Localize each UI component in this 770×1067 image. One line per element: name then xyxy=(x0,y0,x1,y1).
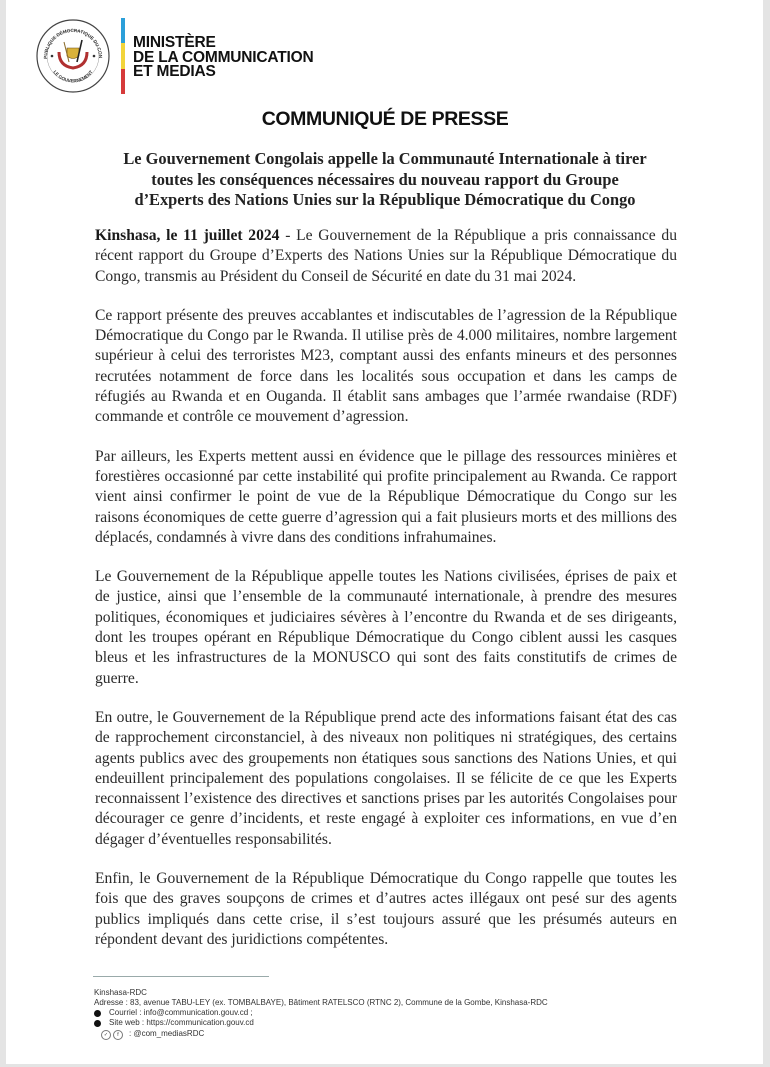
footer-address: Adresse : 83, avenue TABU-LEY (ex. TOMBALBAYE), Bâtiment RATELSCO (RTNC 2), Commune de la Gombe, Kinshasa-RDC xyxy=(94,998,548,1007)
seal-bottom-text: LE GOUVERNEMENT xyxy=(52,69,94,84)
facebook-icon[interactable]: f xyxy=(113,1030,123,1040)
ministry-name xyxy=(133,36,313,80)
footer-website[interactable]: Site web : https://communication.gouv.cd xyxy=(109,1018,254,1027)
paragraph: Enfin, le Gouvernement de la République Démocratique du Congo rappelle que toutes les fois que des graves soupçons de crimes et d’autres actes illégaux ont pesé sur des agents publics impliqués dans cette crise, il s’est toujours assuré que les présumés auteurs en répondent devant des juridictions compétentes. xyxy=(95,870,677,948)
flag-color-bar xyxy=(121,18,125,94)
footer-social-row xyxy=(94,1028,548,1040)
dateline: Kinshasa, le 11 juillet 2024 xyxy=(95,227,280,244)
paragraph-text: - Le Gouvernement de la République a pris connaissance du récent rapport du Groupe d’Experts des Nations Unies sur la République Démocratique du Congo, transmis au Président du Conseil de Sécurité en date du 31 mai 2024. xyxy=(95,227,677,285)
footer-website-row xyxy=(94,1018,548,1028)
twitter-icon[interactable]: ✓ xyxy=(101,1030,111,1040)
flag-yellow-segment xyxy=(121,43,125,68)
flag-blue-segment xyxy=(121,18,125,43)
press-release-title: COMMUNIQUÉ DE PRESSE xyxy=(261,108,509,130)
ministry-line: MINISTÈRE xyxy=(133,34,216,51)
flag-red-segment xyxy=(121,69,125,94)
bullet-icon xyxy=(94,1010,101,1017)
footer-contact xyxy=(94,988,548,1040)
footer-social-handle[interactable]: : @com_mediasRDC xyxy=(129,1029,205,1038)
government-seal-icon xyxy=(35,18,111,94)
ministry-line: ET MEDIAS xyxy=(133,63,216,80)
footer-city: Kinshasa-RDC xyxy=(94,988,147,997)
paragraph: Par ailleurs, les Experts mettent aussi en évidence que le pillage des ressources minières et forestières occasionné par cette instabilité qui profite principalement au Rwanda. Ce rapport vient ainsi confirmer le point de vue de la République Démocratique du Congo sur les raisons économiques de cette guerre d’agression qui a fait plusieurs morts et des millions des déplacés, condamnés à vivre dans des conditions infrahumaines. xyxy=(95,447,677,546)
footer-divider xyxy=(93,976,269,977)
body-text xyxy=(95,226,677,969)
seal-top-text: PUBLIQUE DÉMOCRATIQUE DU CON xyxy=(42,27,104,59)
bullet-icon xyxy=(94,1020,101,1027)
document-page xyxy=(6,0,763,1064)
paragraph: Ce rapport présente des preuves accablantes et indiscutables de l’agression de la République Démocratique du Congo par le Rwanda. Il utilise près de 4.000 militaires, nombre largement supérieur à celui des terroristes M23, comptant aussi des enfants mineurs et des personnes recrutées notamment de force dans les localités sous occupation et dans les camps de réfugiés au Rwanda et en Ouganda. Il établit sans ambages que l’armée rwandaise (RDF) commande et contrôle ce mouvement d’agression. xyxy=(95,306,677,426)
paragraph xyxy=(95,226,677,287)
ministry-line: DE LA COMMUNICATION xyxy=(133,48,314,66)
paragraph: Le Gouvernement de la République appelle toutes les Nations civilisées, éprises de paix et de justice, ainsi que l’ensemble de la communauté internationale, à prendre des mesures politiques, économiques et judiciaires sévères à l’encontre du Rwanda et de ses dirigeants, dont les troupes opérant en République Démocratique du Congo ciblent aussi les casques bleus et les infrastructures de la MONUSCO qui sont des faits constitutifs de crimes de guerre. xyxy=(95,568,677,687)
paragraph: En outre, le Gouvernement de la République prend acte des informations faisant état des cas de rapprochement circonstanciel, à des niveaux non politiques ni stratégiques, des certains agents publics avec des groupements non étatiques sous sanctions des Nations Unies, et qui endeuillent principalement des populations congolaises. Il se félicite de ce que les Experts reconnaissent l’existence des directives et sanctions prises par les autorités Congolaises pour décourager ce genre d’incidents, et reste engagé à exploiter ces informations, en vue d’en dégager d’éventuelles responsabilités. xyxy=(95,708,677,848)
footer-email-row xyxy=(94,1008,548,1018)
footer-email[interactable]: Courriel : info@communication.gouv.cd ; xyxy=(109,1008,253,1017)
headline: Le Gouvernement Congolais appelle la Communauté Internationale à tirer toutes les conséquences nécessaires du nouveau rapport du Groupe d’Experts des Nations Unies sur la République Démocratique du Congo xyxy=(123,149,647,209)
